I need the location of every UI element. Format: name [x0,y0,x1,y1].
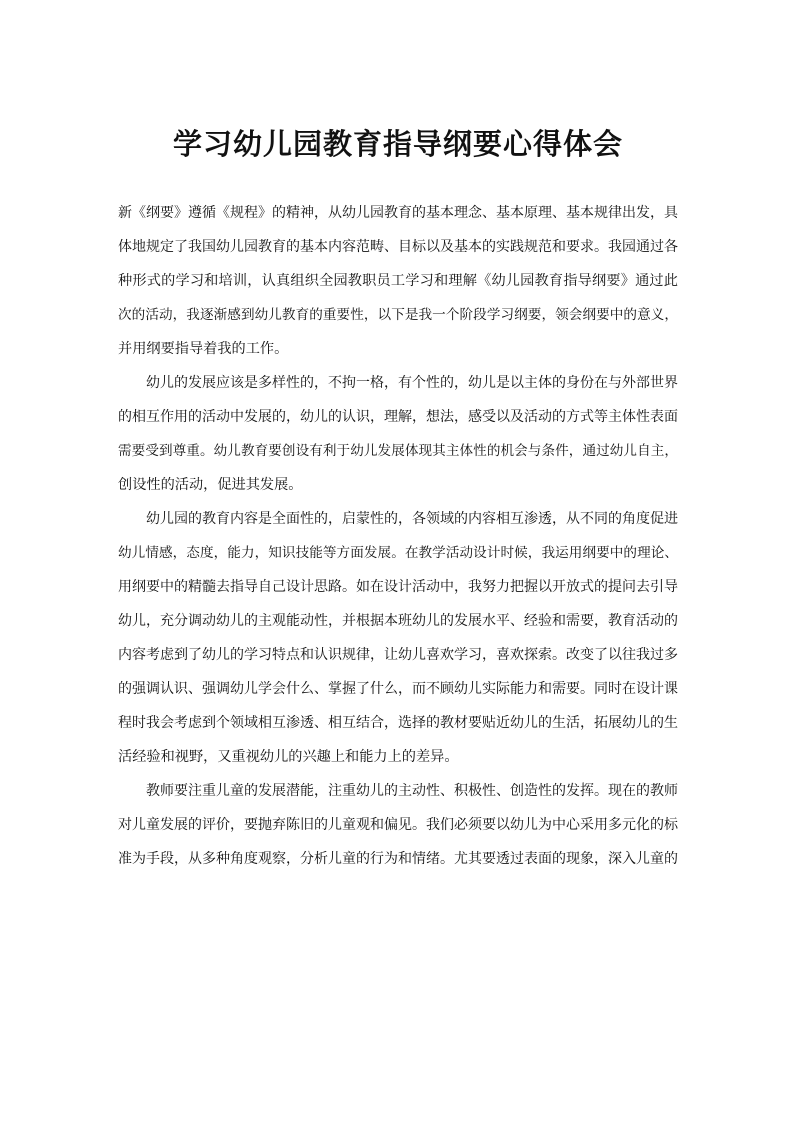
text-line: 体地规定了我国幼儿园教育的基本内容范畴、目标以及基本的实践规范和要求。我园通过各 [118,239,678,255]
paragraph-1 [118,196,678,366]
text-line: 内容考虑到了幼儿的学习特点和认识规律，让幼儿喜欢学习，喜欢探索。改变了以往我过多 [118,647,678,663]
text-line: 教师要注重儿童的发展潜能，注重幼儿的主动性、积极性、创造性的发挥。现在的教师 [146,783,678,799]
text-line: 的相互作用的活动中发展的，幼儿的认识，理解，想法，感受以及活动的方式等主体性表面 [118,409,678,425]
text-line: 幼儿的发展应该是多样性的，不拘一格，有个性的，幼儿是以主体的身份在与外部世界 [146,375,678,391]
text-line: 并用纲要指导着我的工作。 [118,341,289,357]
document-body [118,196,678,876]
text-line: 的强调认识、强调幼儿学会什么、掌握了什么，而不顾幼儿实际能力和需要。同时在设计课 [118,681,678,697]
text-line: 幼儿，充分调动幼儿的主观能动性，并根据本班幼儿的发展水平、经验和需要，教育活动的 [118,613,678,629]
text-line: 幼儿园的教育内容是全面性的，启蒙性的，各领域的内容相互渗透，从不同的角度促进 [146,511,678,527]
text-line: 对儿童发展的评价，要抛弃陈旧的儿童观和偏见。我们必须要以幼儿为中心采用多元化的标 [118,817,678,833]
text-line: 程时我会考虑到个领域相互渗透、相互结合，选择的教材要贴近幼儿的生活，拓展幼儿的生 [118,715,678,731]
text-line: 种形式的学习和培训，认真组织全园教职员工学习和理解《幼儿园教育指导纲要》通过此 [118,273,678,289]
text-line: 次的活动，我逐渐感到幼儿教育的重要性，以下是我一个阶段学习纲要，领会纲要中的意义， [118,307,678,323]
document-title: 学习幼儿园教育指导纲要心得体会 [172,127,623,161]
text-line: 新《纲要》遵循《规程》的精神，从幼儿园教育的基本理念、基本原理、基本规律出发，具 [118,205,678,221]
text-line: 准为手段，从多种角度观察，分析儿童的行为和情绪。尤其要透过表面的现象，深入儿童的 [118,851,678,867]
text-line: 创设性的活动，促进其发展。 [118,477,303,493]
text-line: 需要受到尊重。幼儿教育要创设有利于幼儿发展体现其主体性的机会与条件，通过幼儿自主， [118,443,678,459]
text-line: 活经验和视野，又重视幼儿的兴趣上和能力上的差异。 [118,749,459,765]
paragraph-4 [118,774,678,876]
paragraph-2 [118,366,678,502]
paragraph-3 [118,502,678,774]
text-line: 用纲要中的精髓去指导自己设计思路。如在设计活动中，我努力把握以开放式的提问去引导 [118,579,678,595]
text-line: 幼儿情感，态度，能力，知识技能等方面发展。在教学活动设计时候，我运用纲要中的理论、 [118,545,678,561]
